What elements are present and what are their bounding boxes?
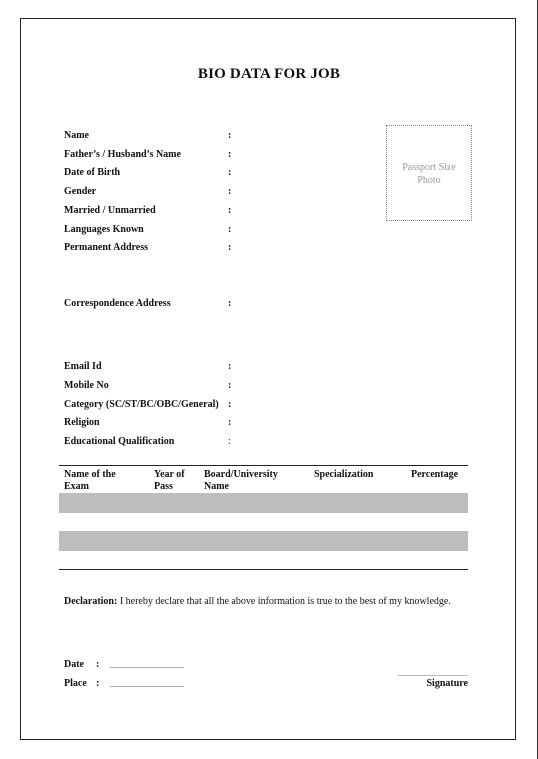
declaration-text: I hereby declare that all the above information is true to the best of my knowledge. [117,596,451,607]
field-label-religion: Religion [64,417,100,428]
field-colon: : [228,205,232,216]
table-header-year-of-pass [154,469,185,493]
field-colon: : [228,436,231,447]
field-label-name: Name [64,130,89,141]
field-label-correspondence-address: Correspondence Address [64,298,171,309]
header-line: Year of [154,469,185,480]
signature-label: Signature [426,678,468,689]
header-line: Name [204,481,229,492]
field-label-father-husband-name: Father’s / Husband’s Name [64,149,181,160]
field-colon: : [228,361,232,372]
field-colon: : [228,167,232,178]
field-label-educational-qualification: Educational Qualification [64,436,175,447]
header-line: Pass [154,481,173,492]
passport-photo-box[interactable] [386,125,472,221]
table-row[interactable] [59,531,468,551]
table-header-board-university [204,469,278,493]
field-colon: : [228,399,232,410]
field-colon: : [228,380,232,391]
declaration [64,596,464,608]
field-label-date-of-birth: Date of Birth [64,167,121,178]
table-row[interactable] [59,493,468,513]
field-colon: : [228,224,232,235]
field-label-email-id: Email Id [64,361,102,372]
header-line: Exam [64,481,89,492]
field-label-gender: Gender [64,186,97,197]
date-input-line[interactable] [110,667,184,668]
field-colon: : [228,149,232,160]
header-line: Specialization [314,469,374,480]
table-top-rule [59,465,468,466]
field-label-mobile-no: Mobile No [64,380,109,391]
table-header-exam [64,469,116,493]
field-colon: : [228,242,232,253]
header-line: Name of the [64,469,116,480]
table-bottom-rule [59,569,468,570]
declaration-heading: Declaration: [64,596,118,607]
table-header-specialization [314,469,373,481]
place-label-text: Place [64,678,87,689]
field-colon: : [228,417,232,428]
document-title: BIO DATA FOR JOB [197,66,341,82]
date-label [64,659,100,670]
field-label-marital-status: Married / Unmarried [64,205,156,216]
photo-label-line1: Passport Size [402,162,456,173]
date-label-text: Date [64,659,84,670]
header-line: Board/University [204,469,278,480]
header-line: Percentage [411,469,459,480]
field-colon: : [228,130,232,141]
field-label-permanent-address: Permanent Address [64,242,148,253]
field-colon: : [228,298,232,309]
field-label-languages-known: Languages Known [64,224,144,235]
place-label [64,678,100,689]
place-colon: : [96,678,100,689]
field-label-category: Category (SC/ST/BC/OBC/General) [64,399,219,410]
date-colon: : [96,659,100,670]
field-colon: : [228,186,232,197]
photo-label-line2: Photo [417,175,441,186]
signature-line[interactable] [398,675,468,676]
table-header-percentage [411,469,458,481]
place-input-line[interactable] [110,686,184,687]
